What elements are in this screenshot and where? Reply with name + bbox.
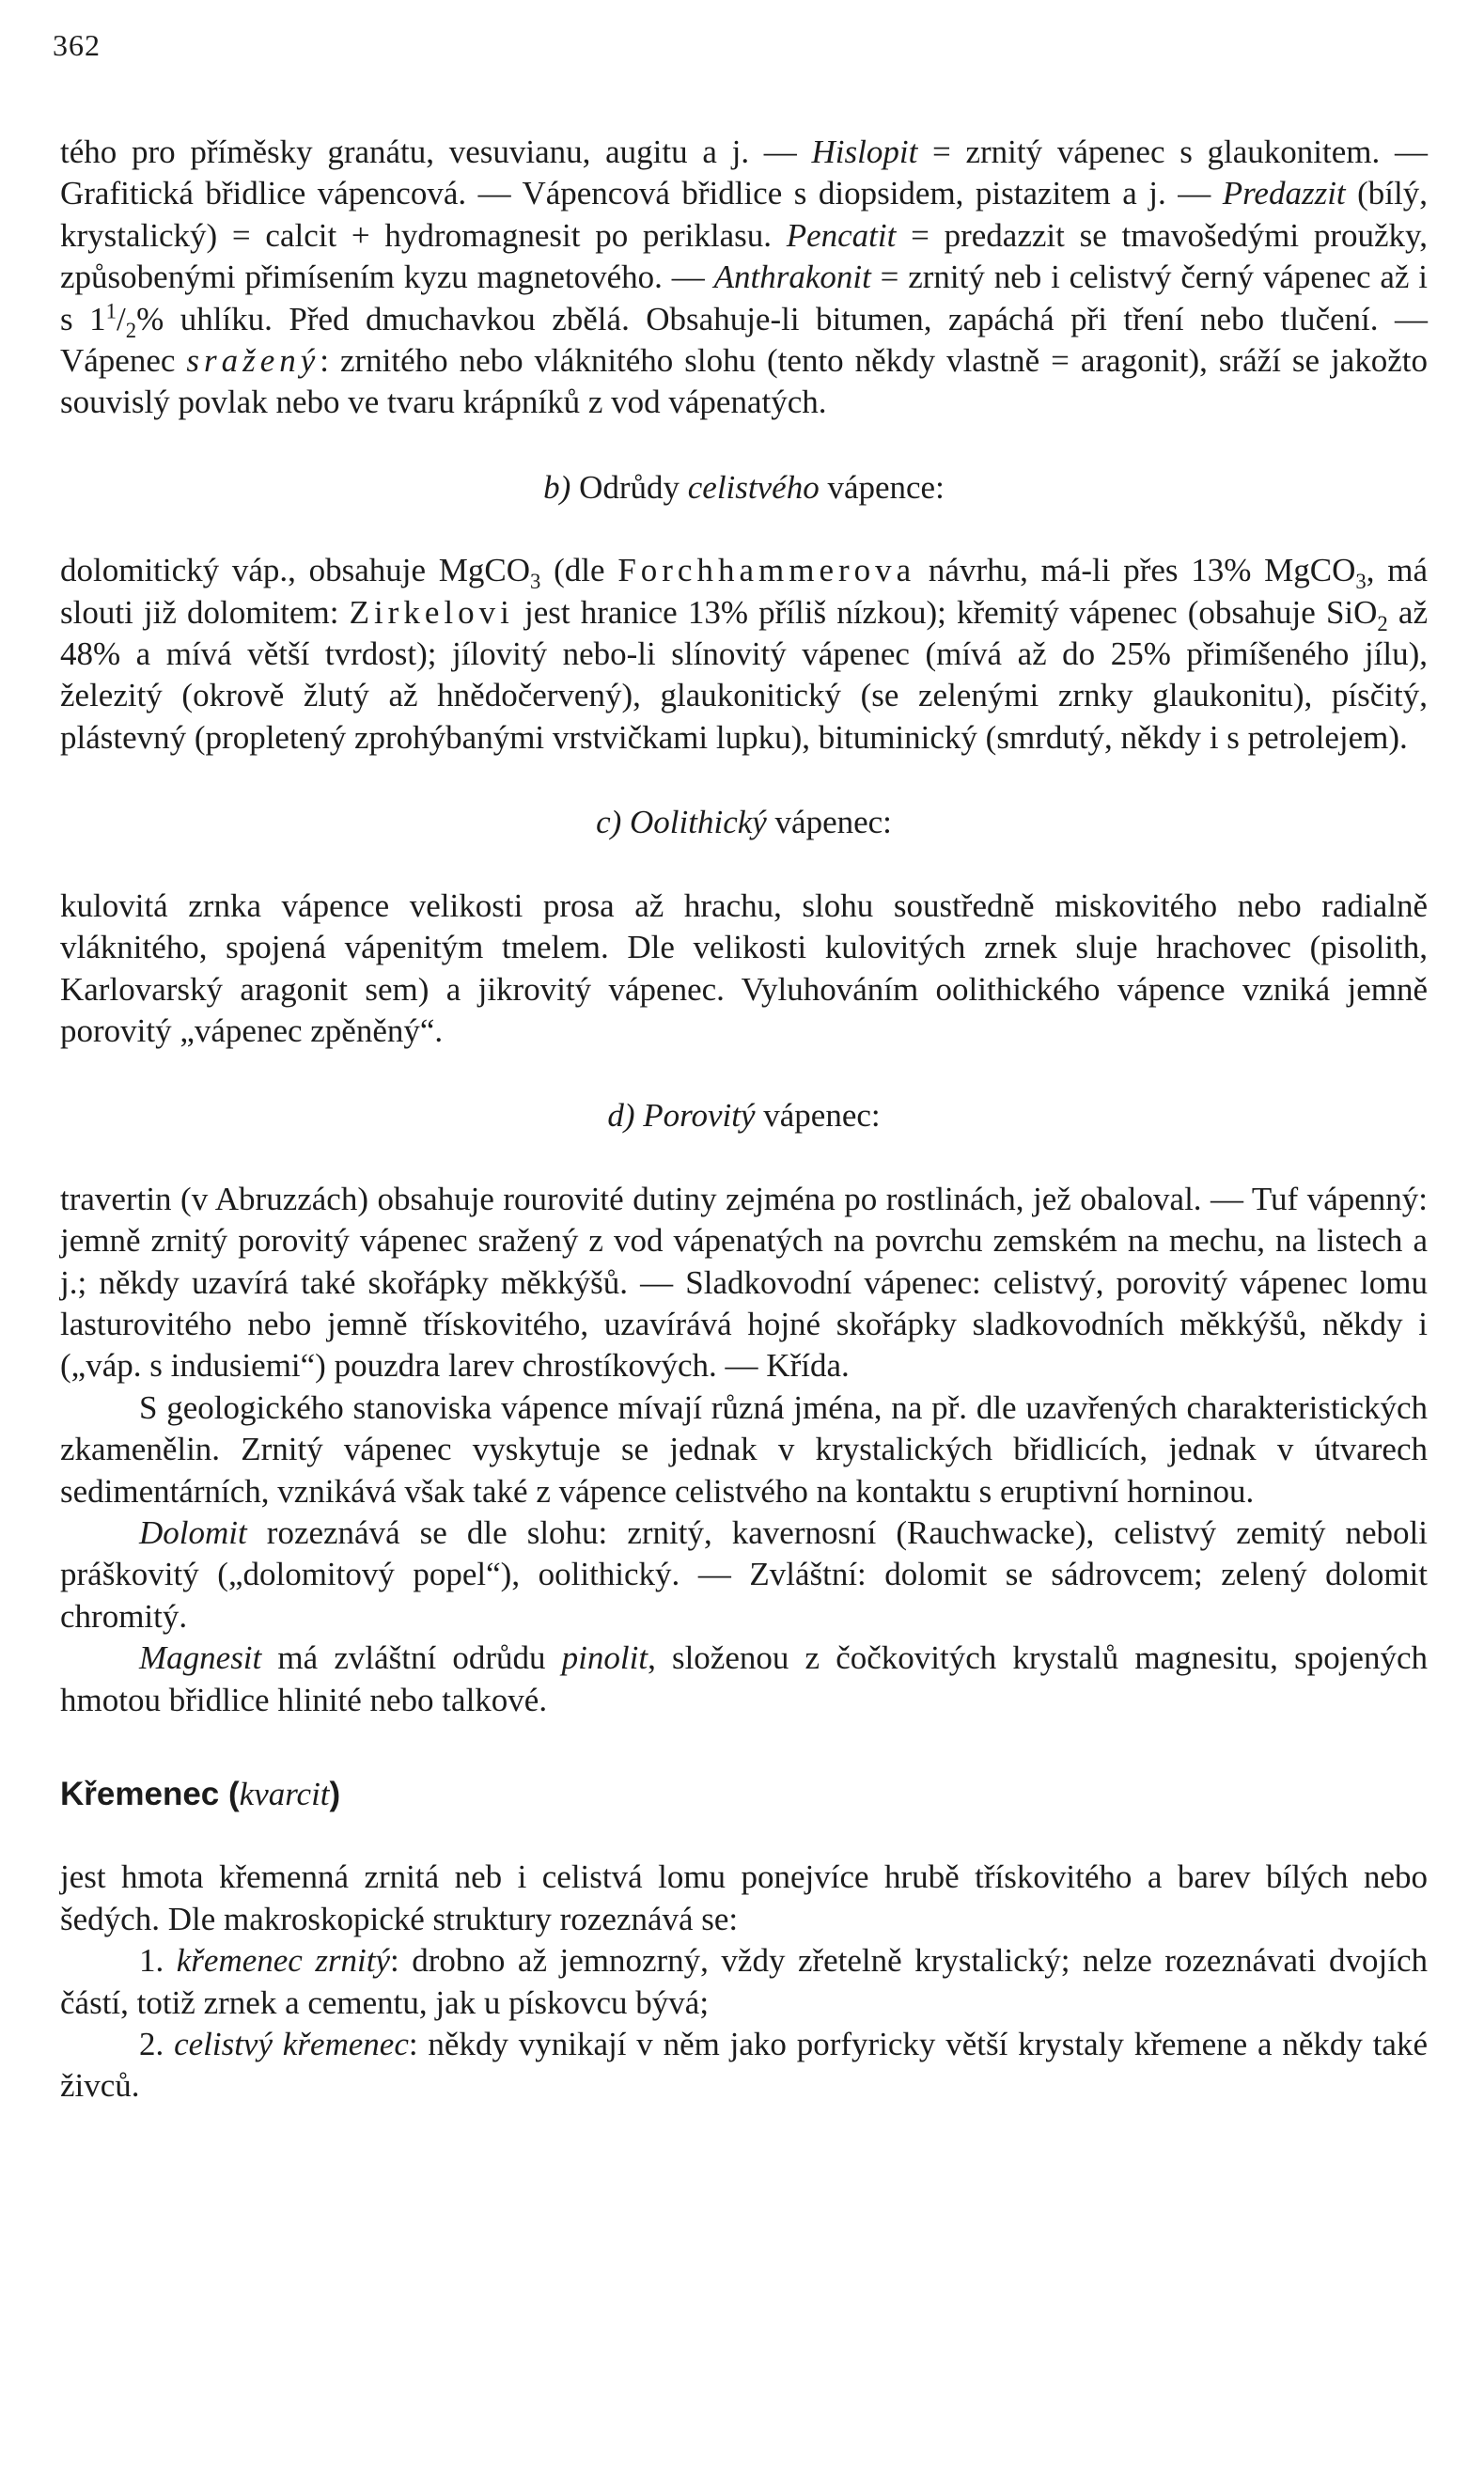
- text: vápenec:: [755, 1097, 881, 1135]
- author-zirkel: Zirkelovi: [349, 593, 514, 631]
- list-term: celistvý křemenec: [174, 2026, 409, 2063]
- section-title: Křemenec: [60, 1776, 220, 1812]
- paragraph-compact-limestone: [60, 550, 1428, 759]
- text: vápenec:: [766, 804, 892, 841]
- text: = zrnitý neb i celistvý černý vápenec až i s 1: [60, 259, 1429, 337]
- text: (dle: [540, 552, 618, 589]
- list-number: 1.: [139, 1942, 177, 1980]
- list-item-1: [60, 1940, 1428, 2024]
- paragraph-magnesit: [60, 1638, 1428, 1721]
- paragraph-geological: S geologického stanoviska vápence mívají různá jména, na př. dle uzavřených charakteristických zkamenělin. Zrnitý vápenec vyskytuje se jednak v krystalických břidlicích, jednak v útvarech sedimentárních, vznikává však také z vápence celistvého na kontaktu s eruptivní horninou.: [60, 1388, 1428, 1510]
- term-predazzit: Predazzit: [1222, 175, 1346, 212]
- subheading-d: [60, 1095, 1428, 1136]
- list-number: 2.: [139, 2026, 175, 2063]
- page-number: 362: [53, 28, 101, 62]
- section-heading-kremenec: [60, 1774, 1428, 1815]
- text: : někdy vynikají v něm jako porfyricky větší krystaly křemene a někdy také živců.: [60, 2026, 1428, 2105]
- text: jest hranice 13% příliš nízkou); křemitý vápenec (obsahuje SiO: [513, 593, 1378, 631]
- text: rozeznává se dle slohu: zrnitý, kavernosní (Rauchwacke), celistvý zemitý neboli práškovitý („dolomitový popel“), oolithický. — Zvláštní: dolomit se sádrovcem; zelený dolomit chromitý.: [60, 1513, 1428, 1635]
- text: = predazzit se tmavošedými proužky, způsobenými přimísením kyzu magnetového. —: [60, 216, 1428, 296]
- text: [621, 804, 630, 840]
- term-hislopit: Hislopit: [811, 133, 918, 170]
- paragraph-limestone-varieties: [60, 132, 1428, 424]
- subheading-letter: c): [596, 804, 622, 841]
- term-pinolit: pinolit: [561, 1639, 648, 1677]
- text: (bílý, krystalický) = calcit + hydromagnesit po periklasu.: [60, 175, 1428, 254]
- text: má zvláštní odrůdu: [261, 1639, 562, 1677]
- term-anthrakonit: Anthrakonit: [713, 259, 871, 296]
- list-term: křemenec zrnitý: [176, 1942, 391, 1980]
- subscript: 3: [1355, 570, 1367, 594]
- text: tého pro příměsky granátu, vesuvianu, augitu a j. —: [60, 133, 812, 170]
- author-forchhammer: Forchhammerova: [617, 552, 916, 589]
- paragraph-porous: travertin (v Abruzzách) obsahuje rourovité dutiny zejména po rostlinách, jež obaloval. — Tuf vápenný: jemně zrnitý porovitý vápenec sražený z vod vápenatých na povrchu zemském na mechu, na listech a j.; někdy uzavírá také skořápky měkkýšů. — Sladkovodní vápenec: celistvý, porovitý vápenec lomu lasturovitého nebo jemně třískovitého, uzavírává hojné skořápky sladkovodních měkkýšů, někdy i („váp. s indusiemi“) pouzdra larev chrostíkových. — Křída.: [60, 1180, 1428, 1385]
- text: : drobno až jemnozrný, vždy zřetelně krystalický; nelze rozeznávati dvojích částí, totiž zrnek a cementu, jak u pískovcu bývá;: [60, 1942, 1428, 2021]
- text: , složenou z čočkovitých krystalů magnesitu, spojených hmotou břidlice hlinité nebo talkové.: [60, 1639, 1428, 1718]
- text: [635, 1097, 644, 1134]
- term-pencatit: Pencatit: [786, 216, 897, 254]
- section-alt-name: kvarcit: [239, 1776, 330, 1812]
- subheading-term: Porovitý: [643, 1097, 756, 1135]
- page-content: [60, 132, 1428, 2108]
- text: = zrnitý vápenec s glaukonitem. — Grafitická břidlice vápencová. — Vápencová břidlice s diopsidem, pistazitem a j. —: [60, 133, 1428, 212]
- text: Odrůdy: [570, 468, 688, 506]
- paragraph-dolomit: [60, 1512, 1428, 1638]
- subheading-b: [60, 467, 1428, 509]
- text: dolomitický váp., obsahuje MgCO: [60, 552, 531, 589]
- subheading-c: [60, 802, 1428, 843]
- subscript: 2: [1377, 611, 1388, 635]
- subheading-term: celistvého: [687, 468, 820, 506]
- term-magnesit: Magnesit: [139, 1639, 262, 1677]
- term-dolomit: Dolomit: [139, 1513, 247, 1551]
- subscript: 3: [530, 570, 541, 594]
- subheading-term: Oolithický: [630, 804, 767, 841]
- text: ): [329, 1776, 341, 1812]
- fraction-denominator: 2: [125, 318, 137, 342]
- list-item-2: [60, 2024, 1428, 2108]
- term-srazeny: sražený: [186, 342, 320, 380]
- text: až 48% a mívá větší tvrdost); jílovitý nebo-li slínovitý vápenec (mívá až do 25% přimíšeného jílu), železitý (okrově žlutý až hnědočervený), glaukonitický (se zelenými zrnky glaukonitu), písčitý, plástevný (propletený zprohýbanými vrstvičkami lupku), bituminický (smrdutý, někdy i s petrolejem).: [60, 593, 1429, 756]
- text: návrhu, má-li přes 13% MgCO: [915, 552, 1356, 589]
- text: , má slouti již dolomitem:: [60, 552, 1428, 631]
- fraction-numerator: 1: [105, 298, 117, 322]
- text: % uhlíku. Před dmuchavkou zbělá. Obsahuje-li bitumen, zapáchá při tření nebo tlučení. — Vápenec: [60, 300, 1428, 380]
- fraction-slash: /: [116, 300, 126, 337]
- paragraph-kremenec: jest hmota křemenná zrnitá neb i celistvá lomu ponejvíce hrubě třískovitého a barev bílých nebo šedých. Dle makroskopické struktury rozeznává se:: [60, 1858, 1428, 1937]
- subheading-letter: d): [607, 1097, 635, 1135]
- text: : zrnitého nebo vláknitého slohu (tento někdy vlastně = aragonit), sráží se jakožto souvislý povlak nebo ve tvaru krápníků z vod vápenatých.: [60, 342, 1428, 421]
- text: (: [219, 1776, 240, 1812]
- text: vápence:: [819, 468, 945, 506]
- paragraph-oolithic: kulovitá zrnka vápence velikosti prosa až hrachu, slohu soustředně miskovitého nebo radialně vláknitého, spojená vápenitým tmelem. Dle velikosti kulovitých zrnek sluje hrachovec (pisolith, Karlovarský aragonit sem) a jikrovitý vápenec. Vyluhováním oolithického vápence vzniká jemně porovitý „vápenec zpěněný“.: [60, 886, 1428, 1049]
- subheading-letter: b): [543, 468, 571, 506]
